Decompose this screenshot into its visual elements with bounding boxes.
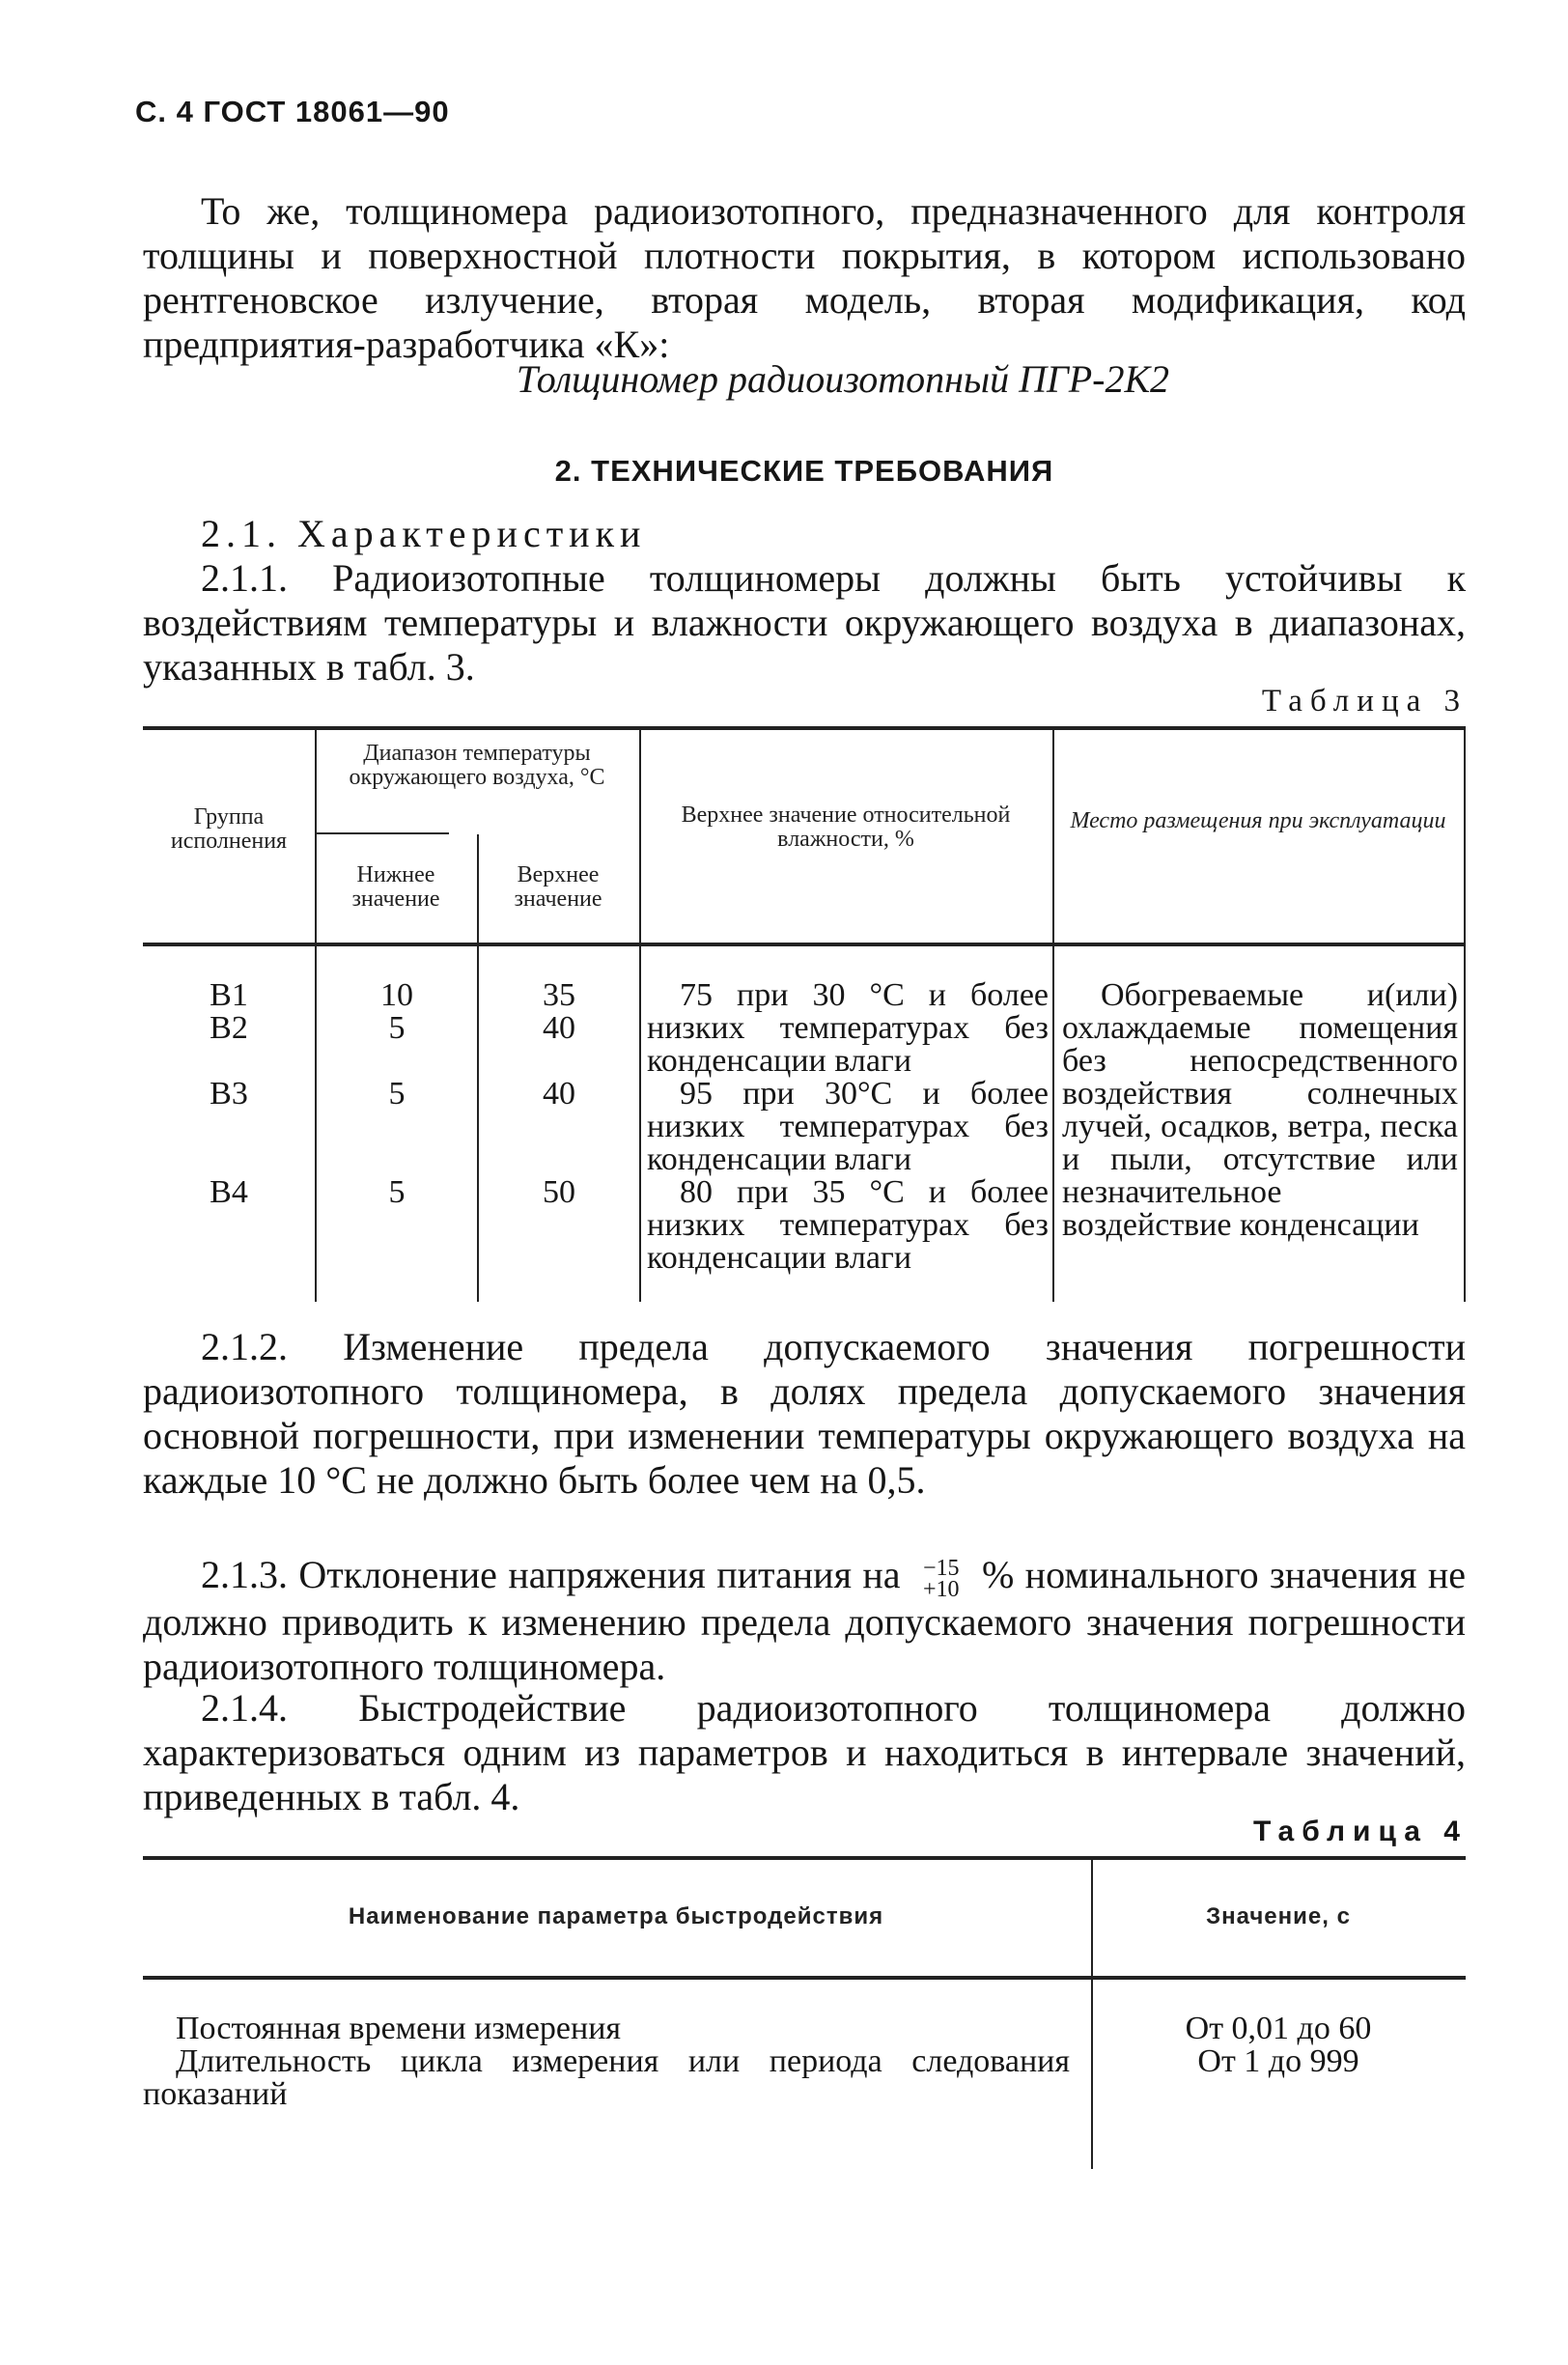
humidity-note: 75 при 30 °С и более низких температурах без конденсации влаги xyxy=(647,977,1049,1079)
table4-caption: Таблица 4 xyxy=(1252,1816,1468,1847)
clause-2-1-3-after: % номинального значения не должно приводить к изменению предела допускаемого значения погрешности радиоизотопного толщиномера. xyxy=(143,1553,1467,1688)
page-header: С. 4 ГОСТ 18061—90 xyxy=(135,95,450,128)
tolerance-lower: +10 xyxy=(922,1576,960,1602)
device-designation: Толщиномер радиоизотопный ПГР-2К2 xyxy=(516,357,1170,401)
row-lower: 5 xyxy=(388,1076,406,1112)
clause-2-1-4: 2.1.4. Быстродействие радиоизотопного толщиномера должно характеризоваться одним из параметров и находиться в интервале значений, приведенных в табл. 4. xyxy=(143,1686,1466,1818)
th-param: Наименование параметра быстродействия xyxy=(348,1903,884,1929)
row-upper: 40 xyxy=(543,1010,575,1046)
row-group: В1 xyxy=(210,977,248,1013)
row-lower: 5 xyxy=(388,1010,406,1046)
clause-2-1-3 xyxy=(143,1553,1466,1689)
param-row: Постоянная времени измерения xyxy=(176,2011,622,2046)
tolerance-fraction xyxy=(922,1555,960,1602)
row-group: В3 xyxy=(210,1076,248,1112)
th-group: Группа исполнения xyxy=(170,804,288,854)
clause-2-1-2: 2.1.2. Изменение предела допускаемого значения погрешности радиоизотопного толщиномера, в долях предела допускаемого значения основной погрешности, при изменении температуры окружающего воздуха на каждые 10 °С не должно быть более чем на 0,5. xyxy=(143,1325,1466,1502)
value-row: От 1 до 999 xyxy=(1197,2043,1359,2079)
clause-2-1-1: 2.1.1. Радиоизотопные толщиномеры должны быть устойчивы к воздействиям температуры и влажности окружающего воздуха в диапазонах, указанных в табл. 3. xyxy=(143,556,1466,689)
humidity-note: 95 при 30°С и более низких температурах без конденсации влаги xyxy=(647,1076,1049,1177)
th-lower: Нижнее значение xyxy=(351,862,440,912)
clause-2-1-3-before: 2.1.3. Отклонение напряжения питания на xyxy=(201,1553,901,1596)
row-upper: 35 xyxy=(543,977,575,1013)
row-lower: 10 xyxy=(380,977,413,1013)
intro-paragraph: То же, толщиномера радиоизотопного, предназначенного для контроля толщины и поверхностной плотности покрытия, в котором использовано рентгеновское излучение, вторая модель, вторая модификация, код предприятия-разработчика «К»: xyxy=(143,189,1466,366)
tolerance-upper: −15 xyxy=(922,1555,960,1581)
table3-caption: Таблица 3 xyxy=(1261,684,1468,718)
th-upper: Верхнее значение xyxy=(514,862,602,912)
th-humidity: Верхнее значение относительной влажности, % xyxy=(681,802,1011,852)
subsection-title: 2.1. Характеристики xyxy=(201,512,647,555)
th-value: Значение, с xyxy=(1206,1903,1351,1929)
table3 xyxy=(143,726,1466,1306)
row-upper: 50 xyxy=(543,1174,575,1210)
row-group: В2 xyxy=(210,1010,248,1046)
placement-text: Обогреваемые и(или) охлаждаемые помещения без непосредственного воздействия солнечных лучей, осадков, ветра, песка и пыли, отсутствие или незначительное воздействие конденсации xyxy=(1062,977,1458,1243)
table4 xyxy=(143,1856,1466,2184)
row-group: В4 xyxy=(210,1174,248,1210)
th-placement: Место размещения при эксплуатации xyxy=(1070,808,1446,833)
humidity-note: 80 при 35 °С и более низких температурах без конденсации влаги xyxy=(647,1174,1049,1276)
row-upper: 40 xyxy=(543,1076,575,1112)
value-row: От 0,01 до 60 xyxy=(1185,2011,1372,2046)
th-temp-range: Диапазон температуры окружающего воздуха, °С xyxy=(349,741,605,790)
section-title: 2. ТЕХНИЧЕСКИЕ ТРЕБОВАНИЯ xyxy=(554,454,1054,488)
row-lower: 5 xyxy=(388,1174,406,1210)
param-row: Длительность цикла измерения или периода следования показаний xyxy=(143,2043,1070,2112)
